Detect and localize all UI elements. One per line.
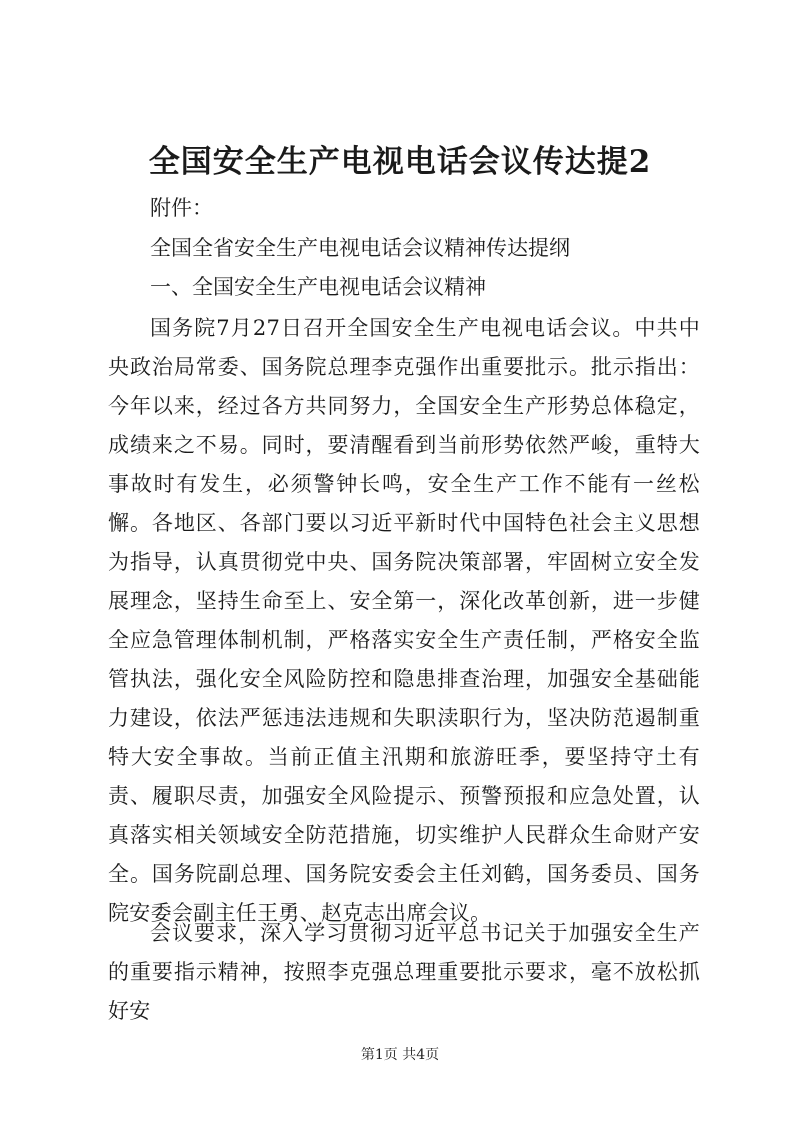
page-footer: 第1页 共4页 <box>360 1047 440 1063</box>
document-title: 全国安全生产电视电话会议传达提2 <box>148 144 652 180</box>
attachment-label: 附件： <box>150 196 213 220</box>
body-paragraph-2: 会议要求，深入学习贯彻习近平总书记关于加强安全生产的重要指示精神，按照李克强总理重要批示要求，毫不放松抓好安 <box>108 921 700 1023</box>
section-heading: 一、全国安全生产电视电话会议精神 <box>150 275 486 299</box>
body-paragraph-1: 国务院7月27日召开全国安全生产电视电话会议。中共中央政治局常委、国务院总理李克强作出重要批示。批示指出：今年以来，经过各方共同努力，全国安全生产形势总体稳定，成绩来之不易。同时，要清醒看到当前形势依然严峻，重特大事故时有发生，必须警钟长鸣，安全生产工作不能有一丝松懈。各地区、各部门要以习近平新时代中国特色社会主义思想为指导，认真贯彻党中央、国务院决策部署，牢固树立安全发展理念，坚持生命至上、安全第一，深化改革创新，进一步健全应急管理体制机制，严格落实安全生产责任制，严格安全监管执法，强化安全风险防控和隐患排查治理，加强安全基础能力建设，依法严惩违法违规和失职渎职行为，坚决防范遏制重特大安全事故。当前正值主汛期和旅游旺季，要坚持守土有责、履职尽责，加强安全风险提示、预警预报和应急处置，认真落实相关领域安全防范措施，切实维护人民群众生命财产安全。国务院副总理、国务院安委会主任刘鹤，国务委员、国务院安委会副主任王勇、赵克志出席会议。 <box>108 316 700 925</box>
document-subtitle: 全国全省安全生产电视电话会议精神传达提纲 <box>150 236 570 260</box>
